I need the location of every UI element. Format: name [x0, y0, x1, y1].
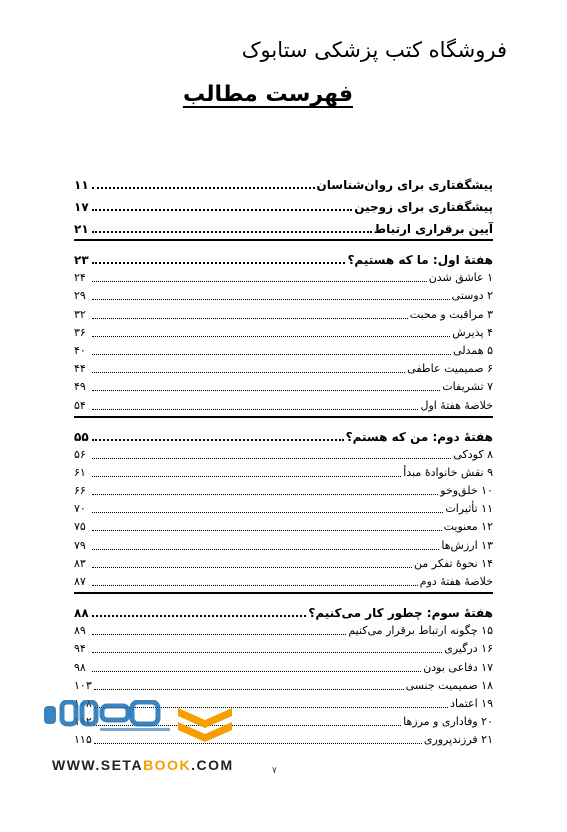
toc-entry-row[interactable] — [74, 638, 493, 656]
toc-page-number: ۹۴ — [74, 642, 86, 656]
toc-entry-title: ۱ عاشق شدن — [428, 271, 493, 285]
leader-dots — [92, 670, 421, 672]
toc-entry-row[interactable] — [74, 394, 493, 412]
toc-page-number: ۱۱۵ — [74, 733, 92, 747]
leader-dots — [92, 371, 405, 373]
toc-page-number: ۲۹ — [74, 289, 86, 303]
section-divider — [74, 592, 493, 594]
toc-entry-title: پیشگفتاری برای زوجین — [354, 200, 493, 214]
leader-dots — [92, 298, 450, 300]
toc-page-number: ۱۱ — [74, 178, 89, 192]
leader-dots — [92, 529, 442, 531]
toc-entry-title: ۲۰ وفاداری و مرزها — [403, 715, 493, 729]
toc-section-heading-week3[interactable] — [74, 598, 493, 620]
toc-entry-title: ۱۸ صمیمیت جنسی — [405, 678, 493, 692]
url-suffix: .COM — [191, 757, 234, 773]
week1-entries — [74, 267, 493, 413]
leader-dots — [92, 548, 439, 550]
toc-page-number: ۷۰ — [74, 502, 86, 516]
leader-dots — [92, 389, 440, 391]
leader-dots — [92, 614, 306, 617]
toc-section-title: هفتهٔ دوم: من که هستم؟ — [345, 429, 493, 444]
setabook-url[interactable] — [52, 757, 234, 773]
toc-entry-row[interactable] — [74, 444, 493, 462]
toc-page-number: ۴۹ — [74, 380, 86, 394]
toc-page-number: ۹۸ — [74, 660, 86, 674]
toc-entry-title: ۱۳ ارزش‌ها — [441, 538, 493, 552]
toc-page-number: ۷۵ — [74, 520, 86, 534]
toc-entry-title: ۶ صمیمیت عاطفی — [407, 362, 493, 376]
toc-entry-title: ۱۷ دفاعی بودن — [423, 660, 493, 674]
section-divider — [74, 416, 493, 418]
toc-page-number: ۸۸ — [74, 606, 89, 620]
leader-dots — [92, 566, 412, 568]
toc-entry-row[interactable] — [74, 322, 493, 340]
setabook-logo — [40, 700, 240, 746]
leader-dots — [92, 493, 438, 495]
leader-dots — [92, 208, 352, 211]
toc-page-number: ۲۴ — [74, 271, 86, 285]
toc-row-intro-3[interactable] — [74, 214, 493, 236]
toc-entry-title: ۱۴ نحوهٔ تفکر من — [414, 556, 493, 570]
toc-entry-row[interactable] — [74, 656, 493, 674]
toc-page-number: ۶۶ — [74, 484, 86, 498]
leader-dots — [92, 584, 418, 586]
section-divider — [74, 239, 493, 241]
toc-entry-title: ۲۱ فرزندپروری — [423, 733, 493, 747]
leader-dots — [92, 633, 346, 635]
toc-page-number: ۱۰۸ — [74, 696, 92, 710]
toc-section-heading-week1[interactable] — [74, 245, 493, 267]
leader-dots — [92, 186, 315, 189]
toc-page-number: ۸۳ — [74, 556, 86, 570]
toc-entry-title: ۱۱ تأثیرات — [445, 502, 493, 516]
toc-entry-row[interactable] — [74, 285, 493, 303]
toc-entry-title: ۱۲ معنویت — [443, 520, 493, 534]
toc-entry-title: آیین برقراری ارتباط — [373, 222, 493, 236]
toc-page-number: ۴۴ — [74, 362, 86, 376]
toc-page-number: ۵۴ — [74, 398, 86, 412]
toc-page-number: ۷۹ — [74, 538, 86, 552]
toc-entry-title: ۱۵ چگونه ارتباط برقرار می‌کنیم — [348, 624, 493, 638]
book-chevron-icon — [178, 708, 232, 742]
toc-row-intro-2[interactable] — [74, 192, 493, 214]
url-prefix: WWW.SETA — [52, 757, 144, 773]
toc-entry-row[interactable] — [74, 340, 493, 358]
leader-dots — [94, 688, 404, 690]
toc-entry-title: خلاصهٔ هفتهٔ اول — [420, 398, 493, 412]
week2-entries — [74, 444, 493, 590]
leader-dots — [92, 261, 345, 264]
page-number-mark: ۷ — [272, 766, 277, 776]
leader-dots — [92, 280, 427, 282]
toc-page-number: ۸۹ — [74, 624, 86, 638]
toc-page-number: ۱۱۲ — [74, 715, 92, 729]
toc-entry-title: ۱۰ خلق‌وخو — [440, 484, 493, 498]
toc-entry-title: ۲ دوستی — [451, 289, 493, 303]
store-name: فروشگاه کتب پزشکی ستابوک — [241, 38, 507, 62]
toc-section-title: هفتهٔ اول: ما که هستیم؟ — [347, 253, 493, 267]
toc-page-number: ۳۲ — [74, 307, 86, 321]
toc-entry-row[interactable] — [74, 462, 493, 480]
toc-entry-row[interactable] — [74, 553, 493, 571]
table-of-contents — [74, 170, 493, 747]
toc-page-number: ۲۱ — [74, 222, 89, 236]
leader-dots — [92, 438, 344, 441]
toc-entry-title: ۸ کودکی — [453, 447, 493, 461]
leader-dots — [92, 335, 450, 337]
toc-entry-row[interactable] — [74, 498, 493, 516]
toc-title: فهرست مطالب — [182, 82, 353, 107]
leader-dots — [92, 317, 408, 319]
url-accent: BOOK — [143, 757, 192, 773]
leader-dots — [92, 230, 372, 233]
leader-dots — [92, 511, 443, 513]
toc-entry-row[interactable] — [74, 267, 493, 285]
toc-page-number: ۱۷ — [74, 200, 89, 214]
toc-page-number: ۸۷ — [74, 575, 86, 588]
toc-entry-title: ۴ پذیرش — [452, 325, 493, 339]
toc-entry-row[interactable] — [74, 516, 493, 534]
toc-row-intro-1[interactable] — [74, 170, 493, 192]
toc-section-heading-week2[interactable] — [74, 422, 493, 444]
toc-entry-row[interactable] — [74, 620, 493, 638]
toc-entry-row[interactable] — [74, 376, 493, 394]
toc-page-number: ۱۰۳ — [74, 678, 92, 692]
toc-entry-title: ۱۹ اعتماد — [450, 696, 493, 710]
leader-dots — [92, 475, 401, 477]
toc-entry-row[interactable] — [74, 571, 493, 589]
toc-entry-row[interactable] — [74, 303, 493, 321]
toc-entry-row[interactable] — [74, 675, 493, 693]
toc-entry-title: خلاصهٔ هفتهٔ دوم — [419, 575, 493, 588]
toc-section-title: هفتهٔ سوم: چطور کار می‌کنیم؟ — [308, 606, 493, 620]
leader-dots — [92, 408, 418, 410]
leader-dots — [92, 651, 442, 653]
toc-entry-title: ۱۶ درگیری — [444, 642, 493, 656]
toc-entry-row[interactable] — [74, 480, 493, 498]
toc-page-number: ۶۱ — [74, 465, 86, 479]
toc-entry-title: ۳ مراقبت و محبت — [409, 307, 493, 321]
toc-entry-title: ۹ نقش خانوادهٔ مبدأ — [403, 465, 493, 479]
toc-entry-row[interactable] — [74, 358, 493, 376]
leader-dots — [92, 353, 451, 355]
toc-page-number: ۲۳ — [74, 253, 89, 267]
toc-entry-title: ۵ همدلی — [453, 343, 493, 357]
toc-page-number: ۵۵ — [74, 429, 89, 444]
toc-entry-row[interactable] — [74, 534, 493, 552]
toc-page-number: ۳۶ — [74, 325, 86, 339]
toc-entry-title: ۷ تشریفات — [442, 380, 493, 394]
toc-page-number: ۴۰ — [74, 343, 86, 357]
toc-page-number: ۵۶ — [74, 447, 86, 461]
leader-dots — [92, 457, 451, 459]
logo-wordmark-icon — [44, 702, 170, 731]
toc-entry-title: پیشگفتاری برای روان‌شناسان — [316, 178, 493, 192]
